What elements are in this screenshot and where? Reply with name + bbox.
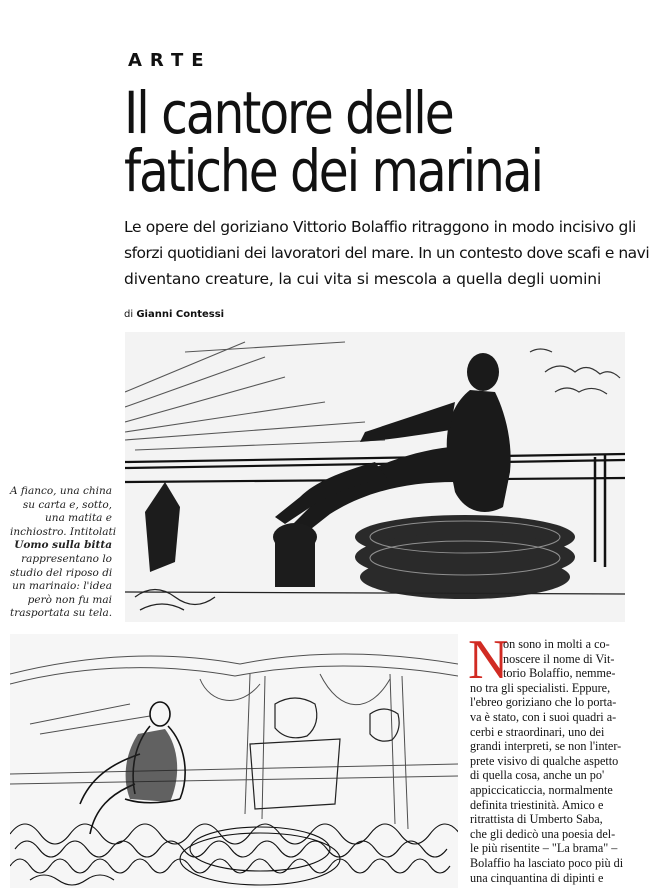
caption-line-title [10,539,112,553]
body-line: Bolaffio ha lasciato poco più di [470,855,624,870]
caption-line: un marinaio: l'idea [12,580,112,593]
body-line: no tra gli specialisti. Eppure, [470,680,611,695]
body-line: on sono in molti a co- [503,637,610,651]
body-line: torio Bolaffio, nemme- [503,666,616,681]
byline-author: Gianni Contessi [136,309,225,320]
body-line: prete visivo di qualche aspetto [470,753,619,768]
title-line: Il cantore delle [124,79,453,147]
body-line: grandi interpreti, se non l'inter- [470,739,622,754]
body-line: una cinquantina di dipinti e [470,870,604,885]
lead-line: Le opere del goriziano Vittorio Bolaffio ritraggono in modo incisivo gli [124,218,636,236]
lead-line: diventano creature, la cui vita si mescola a quella degli uomini [124,270,602,288]
caption-line: su carta e, sotto, [22,498,112,511]
body-line: va è stato, con i suoi quadri a- [470,709,617,724]
byline-prefix: di [124,309,134,320]
pencil-sketch-sailor [10,634,458,888]
body-line: definita triestinità. Amico e [470,797,604,812]
drop-cap: N [468,629,509,691]
body-line: di quella cosa, anche un po' [470,768,605,783]
article-body [468,629,628,885]
body-line: cerbi e straordinari, uno dei [470,724,605,739]
caption-line: inchiostro. Intitolati [10,525,117,538]
byline [124,309,224,320]
caption-line: A fianco, una china [10,485,112,497]
caption-title: Uomo sulla bitta [14,539,112,552]
caption-line: una matita e [45,512,112,525]
body-line: che gli dedicò una poesia del- [470,826,616,841]
lead-line: sforzi quotidiani dei lavoratori del mare. In un contesto dove scafi e navi [124,244,650,262]
caption-line: trasportata su tela. [10,607,113,620]
body-line: le più risentite – "La brama" – [470,841,618,856]
section-label: ARTE [128,50,212,71]
caption-line: studio del riposo di [10,566,113,579]
body-line: ritrattista di Umberto Saba, [470,812,603,827]
title-line: fatiche dei marinai [124,137,542,205]
ink-drawing-sailor-on-bollard [125,332,625,622]
caption-line: però non fu mai [27,593,112,606]
caption-line: rappresentano lo [21,552,112,565]
body-line: l'ebreo goriziano che lo porta- [470,695,617,710]
body-line: appiccicaticcia, normalmente [470,782,613,797]
article-title [124,79,561,205]
body-line: noscere il nome di Vit- [503,651,615,666]
figure-caption [10,485,117,621]
article-lead [124,214,650,292]
